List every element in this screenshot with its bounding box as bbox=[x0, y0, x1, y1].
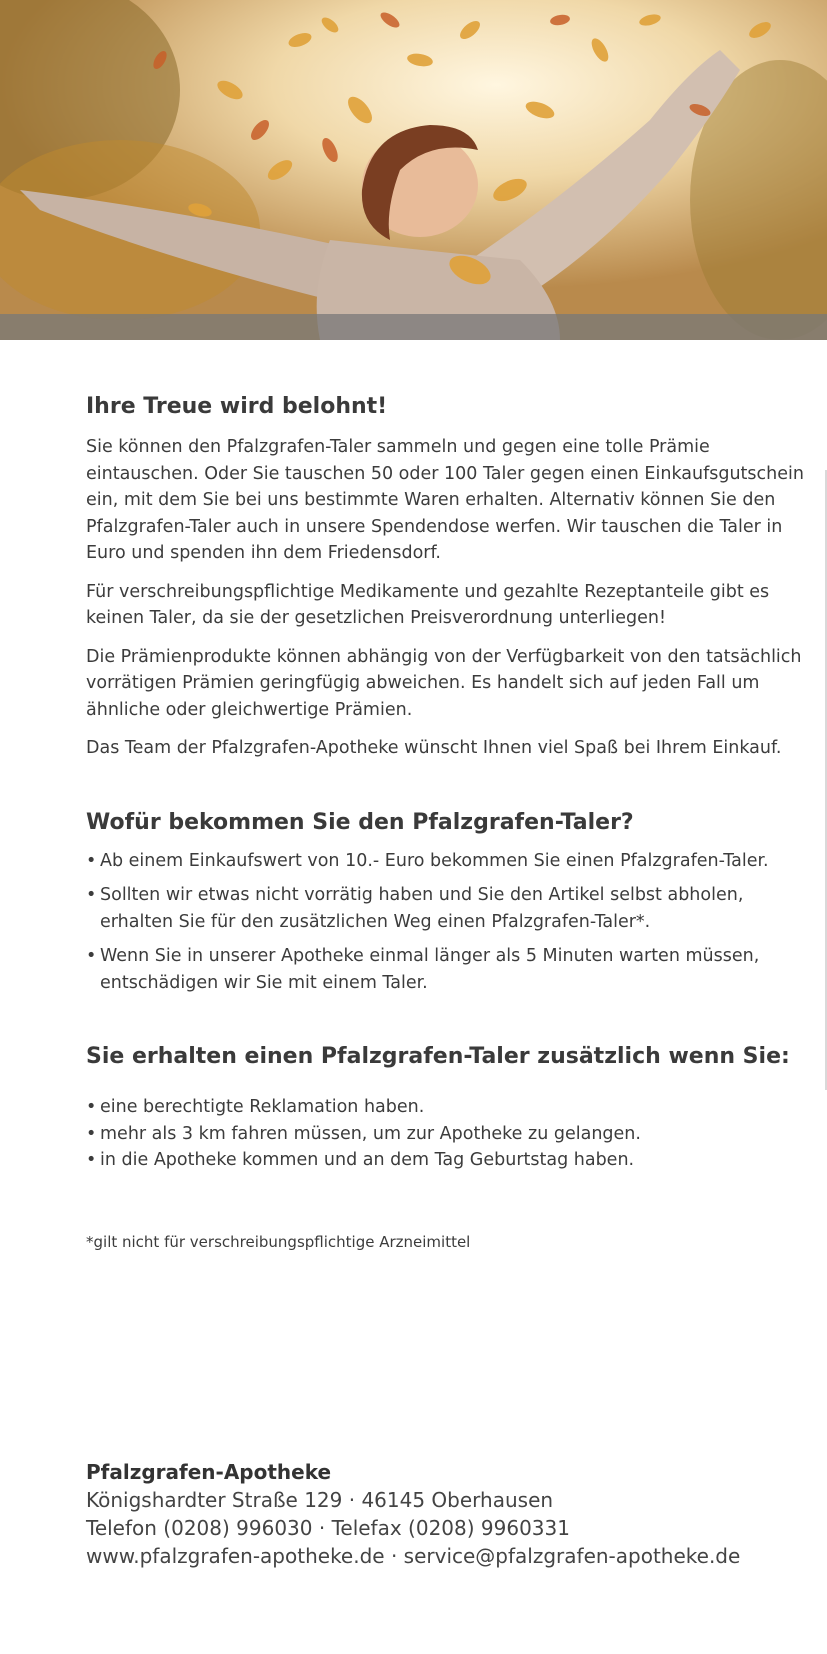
footnote: *gilt nicht für verschreibungspflichtige Arzneimittel bbox=[86, 1232, 471, 1251]
section-heading-earn: Wofür bekommen Sie den Pfalzgrafen-Taler? bbox=[86, 809, 634, 835]
phone-fax: Telefon (0208) 996030 · Telefax (0208) 9960331 bbox=[86, 1516, 570, 1540]
hero-bottom-strip bbox=[0, 314, 827, 340]
list-item: • Ab einem Einkaufswert von 10.- Euro bekommen Sie einen Pfalzgrafen-Taler. bbox=[86, 848, 806, 875]
address: Königshardter Straße 129 · 46145 Oberhausen bbox=[86, 1488, 554, 1512]
footer-contact bbox=[86, 1458, 806, 1570]
main-content bbox=[86, 392, 806, 1252]
paragraph-team-greeting: Das Team der Pfalzgrafen-Apotheke wünscht Ihnen viel Spaß bei Ihrem Einkauf. bbox=[86, 738, 782, 758]
pharmacy-name: Pfalzgrafen-Apotheke bbox=[86, 1460, 332, 1484]
web-email: www.pfalzgrafen-apotheke.de · service@pfalzgrafen-apotheke.de bbox=[86, 1544, 741, 1568]
paragraph-prescription: Für verschreibungspflichtige Medikamente und gezahlte Rezeptanteile gibt es keinen Taler, da sie der gesetzlichen Preisverordnung unterliegen! bbox=[86, 581, 770, 628]
list-item: • mehr als 3 km fahren müssen, um zur Apotheke zu gelangen. bbox=[86, 1121, 806, 1148]
extra-list bbox=[86, 1094, 806, 1174]
list-item: • Sollten wir etwas nicht vorrätig haben und Sie den Artikel selbst abholen, erhalten Sie für den zusätzlichen Weg einen Pfalzgrafen-Taler*. bbox=[86, 882, 806, 935]
paragraph-premium-products: Die Prämienprodukte können abhängig von der Verfügbarkeit von den tatsächlich vorrätigen Prämien geringfügig abweichen. Es handelt sich auf jeden Fall um ähnliche oder gleichwertige Prämien. bbox=[86, 646, 802, 720]
section-heading-extra: Sie erhalten einen Pfalzgrafen-Taler zusätzlich wenn Sie: bbox=[86, 1044, 790, 1069]
autumn-leaves-photo bbox=[0, 0, 827, 340]
list-item: • in die Apotheke kommen und an dem Tag Geburtstag haben. bbox=[86, 1147, 806, 1174]
paragraph-collect: Sie können den Pfalzgrafen-Taler sammeln und gegen eine tolle Prämie eintauschen. Oder Sie tauschen 50 oder 100 Taler gegen einen Einkaufsgutschein ein, mit dem Sie bei uns bestimmte Waren erhalten. Alternativ können Sie den Pfalzgrafen-Taler auch in unsere Spendendose werfen. Wir tauschen die Taler in Euro und spenden ihn dem Friedensdorf. bbox=[86, 437, 804, 563]
list-item: • eine berechtigte Reklamation haben. bbox=[86, 1094, 806, 1121]
hero-image bbox=[0, 0, 827, 340]
section-heading-loyalty: Ihre Treue wird belohnt! bbox=[86, 394, 388, 419]
earn-list bbox=[86, 848, 806, 997]
list-item: • Wenn Sie in unserer Apotheke einmal länger als 5 Minuten warten müssen, entschädigen wir Sie mit einem Taler. bbox=[86, 943, 806, 996]
